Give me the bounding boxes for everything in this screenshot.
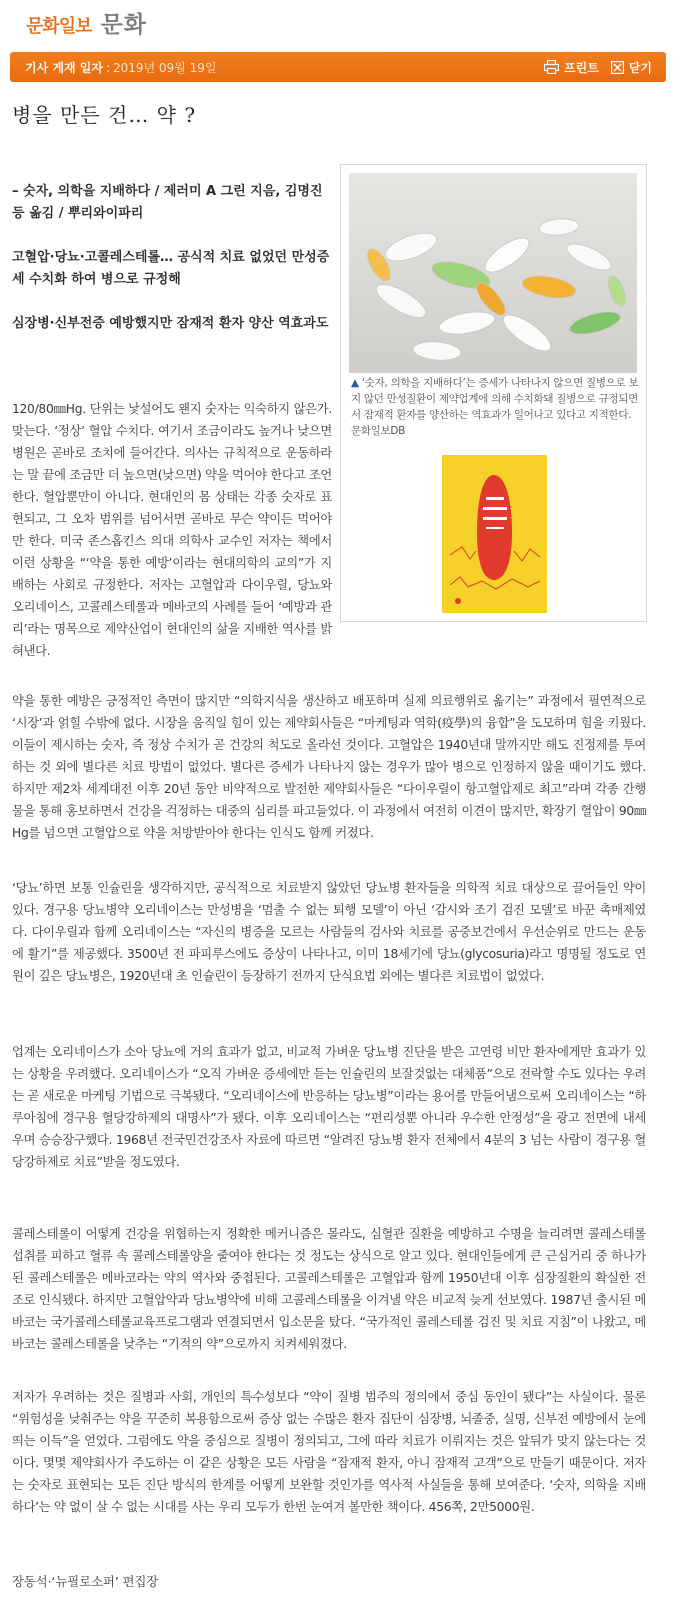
subhead-summary: 고혈압·당뇨·고콜레스테롤… 공식적 치료 없었던 만성증세 수치화 하여 병으로 규정해 (12, 250, 330, 287)
article-headline: 병을 만든 건… 약 ? (12, 103, 197, 127)
photo-caption-text: ‘숫자, 의학을 지배하다’는 증세가 나타나지 않으면 질병으로 보지 않던 만성질환이 제약업계에 의해 수치화돼 질병으로 규정되면서 잠재적 환자를 양산하는 역효과가 일어나고 있다고 지적한다. 문화일보DB (351, 377, 639, 437)
article-paragraph: 콜레스테롤이 어떻게 건강을 위협하는지 정확한 메커니즘은 몰라도, 심혈관 질환을 예방하고 수명을 늘리려면 콜레스테롤 섭취를 피하고 혈류 속 콜레스테롤양을 줄여야 한다는 것 정도는 상식으로 알고 있다. 현대인들에게 큰 근심거리 중 하나가 된 콜레스테롤은 메바코라는 약의 역사와 중첩된다. 고콜레스테롤은 고혈압과 함께 1950년대 이후 심장질환의 확실한 전조로 인식됐다. 하지만 고혈압약과 당뇨병약에 비해 고콜레스테롤을 이겨낼 약은 비교적 늦게 선보였다. 1987년 출시된 메바코는 국가콜레스테롤교육프로그램과 연결되면서 입소문을 탔다. “국가적인 콜레스테롤 검진 및 치료 지침”이 나왔고, 메바코는 콜레스테롤을 낮추는 “기적의 약”으로까지 치켜세워졌다. (12, 1227, 646, 1351)
close-icon (611, 61, 624, 74)
publish-date-label: 기사 게재 일자 (25, 60, 103, 75)
pills-photo (349, 173, 637, 373)
publish-date (25, 59, 216, 76)
article-paragraph: 120/80㎜Hg. 단위는 낯설어도 왠지 숫자는 익숙하지 않은가. 맞는다. ‘정상’ 혈압 수치다. 여기서 조금이라도 높거나 낮으면 병원은 곧바로 조치에 들어간다. 의사는 규칙적으로 운동하라는 말 끝에 조금만 더 높으면(낮으면) 약을 먹어야 한다고 조언한다. 혈압뿐만이 아니다. 현대인의 몸 상태는 각종 숫자로 표현되고, 그 오차 범위를 넘어서면 곧바로 무슨 약이든 먹어야만 한다. 미국 존스홉킨스 의대 의학사 교수인 저자는 책에서 이런 상황을 “‘약을 통한 예방’이라는 현대의학의 교의”가 지배하는 사회로 규정한다. 저자는 고혈압과 다이우릴, 당뇨와 오리네이스, 고콜레스테롤과 메바코의 사례를 들어 ‘예방과 관리’라는 명목으로 제약산업이 현대인의 삶을 지배한 역사를 밝혀낸다. (12, 402, 332, 658)
article-paragraph: ‘당뇨’하면 보통 인슐린을 생각하지만, 공식적으로 치료받지 않았던 당뇨병 환자들을 의학적 치료 대상으로 끌어들인 약이 있다. 경구용 당뇨병약 오리네이스는 만성병을 ‘멈출 수 없는 퇴행 모델’이 아닌 ‘감시와 조기 검진 모델’로 바꾼 촉매제였다. 다이우릴과 함께 오리네이스는 “자신의 병증을 모르는 사람들의 검사와 치료를 공중보건에서 우선순위로 만드는 운동에 활기”를 제공했다. 3500년 전 파피루스에도 증상이 나타나고, 이미 18세기에 당뇨(glycosuria)라고 명명될 정도로 연원이 깊은 당뇨병은, 1920년대 초 인슐린이 등장하기 전까지 단식요법 외에는 별다른 치료법이 없었다. (12, 881, 646, 983)
publish-date-separator: : (105, 60, 110, 75)
publish-date-value: 2019년 09월 19일 (112, 60, 217, 75)
close-label: 닫기 (628, 60, 652, 75)
article-toolbar (10, 52, 666, 82)
book-cover-art (442, 455, 547, 613)
subheads (12, 181, 337, 335)
article-paragraph: 약을 통한 예방은 긍정적인 측면이 많지만 “의학지식을 생산하고 배포하며 실제 의료행위로 옮기는” 과정에서 필연적으로 ‘시장’과 얽힐 수밖에 없다. 시장을 움직일 힘이 있는 제약회사들은 “마케팅과 역학(疫學)의 융합”을 도모하며 힘을 키웠다. 이들이 제시하는 숫자, 즉 정상 수치가 곧 건강의 척도로 올라선 것이다. 고혈압은 1940년대 말까지만 해도 진정제를 투여하는 것 외에 별다른 치료 방법이 없었다. 별다른 증세가 나타나지 않는 경우가 많아 병으로 인정하지 않을 때이기도 했다. 하지만 제2차 세계대전 이후 20년 동안 비약적으로 발전한 제약회사들은 “다이우릴이 항고혈압제로 최고”라며 각종 간행물을 통해 홍보하면서 건강을 걱정하는 대중의 심리를 파고들었다. 이 과정에서 여전히 이견이 많지만, 확장기 혈압이 90㎜Hg를 넘으면 고혈압으로 약을 처방받아야 한다는 인식도 함께 커졌다. (12, 694, 646, 840)
close-button[interactable] (611, 59, 652, 76)
photo-caption (351, 375, 639, 439)
toolbar-actions (544, 59, 652, 76)
logo-section-culture: 문화 (100, 12, 147, 38)
print-label: 프린트 (564, 60, 599, 75)
book-cover-image (442, 455, 547, 613)
byline: 장동석·‘뉴필로소퍼’ 편집장 (12, 1575, 159, 1589)
photo-box (340, 164, 647, 622)
article-paragraph: 저자가 우려하는 것은 질병과 사회, 개인의 특수성보다 “약이 질병 범주의 정의에서 중심 동인이 됐다”는 사실이다. 물론 “위험성을 낮춰주는 약을 꾸준히 복용함으로써 증상 없는 수많은 환자 집단이 심장병, 뇌졸중, 실명, 신부전 예방에서 눈에 띄는 이득”을 얻었다. 그럼에도 약을 중심으로 질병이 정의되고, 그에 따라 치료가 이뤄지는 것은 앞뒤가 맞지 않는다는 것이다. 몇몇 제약회사가 주도하는 이 같은 상황은 모든 사람을 “잠재적 환자, 아니 잠재적 고객”으로 만들기 때문이다. 저자는 숫자로 표현되는 모든 진단 방식의 한계를 어떻게 보완할 것인가를 역사적 사실들을 통해 보여준다. ‘숫자, 의학을 지배하다’는 약 없이 살 수 없는 시대를 사는 우리 모두가 한번 눈여겨 볼만한 책이다. 456쪽, 2만5000원. (12, 1390, 646, 1514)
subhead-book-info: – 숫자, 의학을 지배하다 / 제러미 A 그린 지음, 김명진 등 옮김 / 뿌리와이파리 (12, 184, 323, 221)
logo-munhwa-ilbo: 문화일보 (26, 16, 92, 37)
article-paragraph: 업계는 오리네이스가 소아 당뇨에 거의 효과가 없고, 비교적 가벼운 당뇨병 진단을 받은 고연령 비만 환자에게만 효과가 있는 상황을 우려했다. 오리네이스가 “오직 가벼운 증세에만 듣는 인슐린의 보잘것없는 대체품”으로 전락할 수도 있다는 우려는 곧 새로운 마케팅 기법으로 극복됐다. “오리네이스에 반응하는 당뇨병”이라는 용어를 만들어냄으로써 오리네이스는 “하루아침에 경구용 혈당강하제의 대명사”가 됐다. 이후 오리네이스는 “편리성뿐 아니라 우수한 안정성”을 광고 전면에 내세우며 승승장구했다. 1968년 전국민건강조사 자료에 따르면 “알려진 당뇨병 환자 전체에서 4분의 3 넘는 사람이 경구용 혈당강하제로 치료”받을 정도였다. (12, 1045, 646, 1169)
caption-triangle-icon: ▲ (351, 377, 359, 389)
printer-icon (544, 60, 559, 74)
site-logo[interactable] (26, 6, 147, 39)
subhead-side-effect: 심장병·신부전증 예방했지만 잠재적 환자 양산 역효과도 (12, 316, 329, 331)
print-button[interactable] (544, 59, 599, 76)
